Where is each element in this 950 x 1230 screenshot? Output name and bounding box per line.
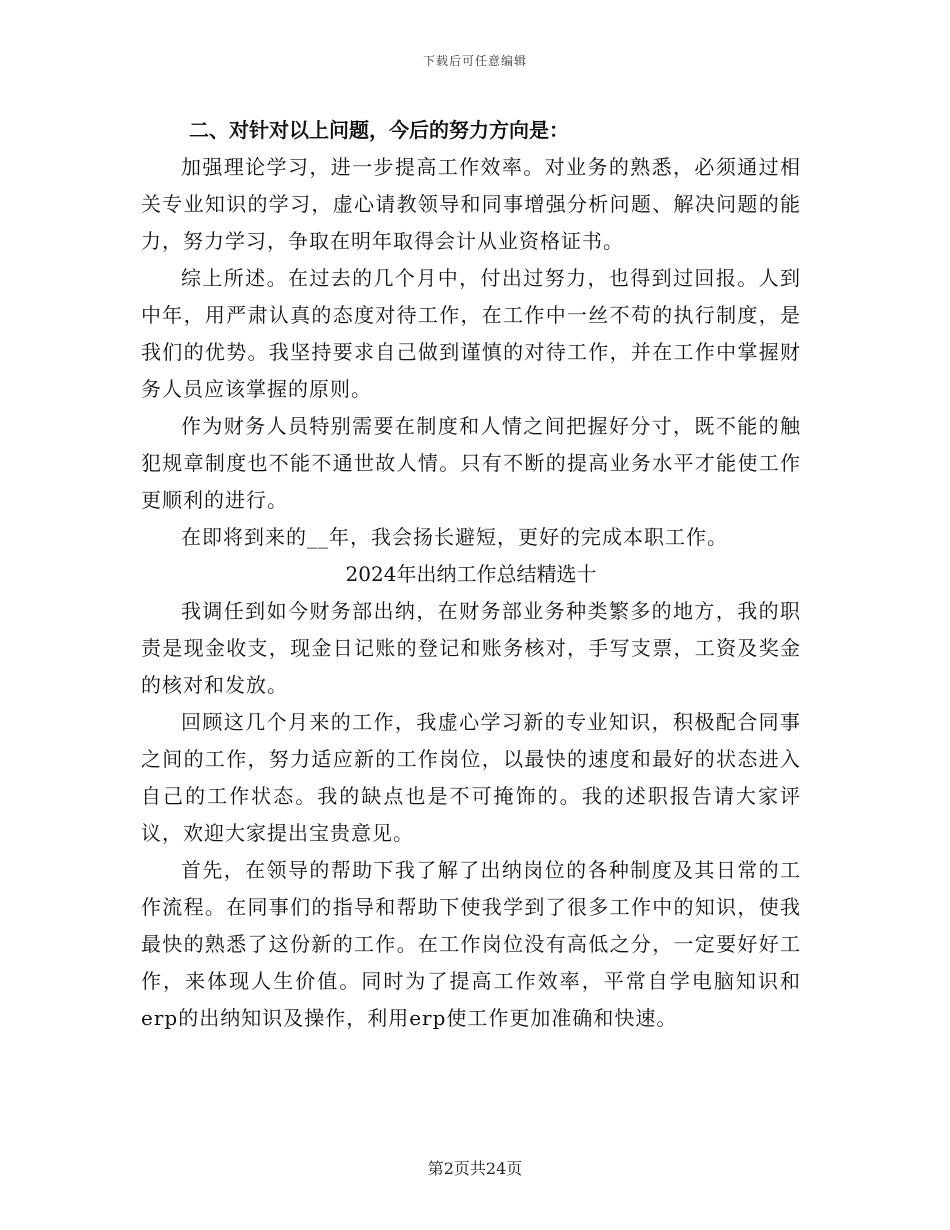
header-note: 下载后可任意编辑	[422, 54, 527, 68]
paragraph: 加强理论学习，进一步提高工作效率。对业务的熟悉，必须通过相关专业知识的学习，虚心请教领导和同事增强分析问题、解决问题的能力，努力学习，争取在明年取得会计从业资格证书。	[141, 155, 801, 253]
section-heading: 二、对针对以上问题，今后的努力方向是：	[189, 118, 569, 142]
paragraph: 回顾这几个月来的工作，我虚心学习新的专业知识，积极配合同事之间的工作，努力适应新的工作岗位，以最快的速度和最好的状态进入自己的工作状态。我的缺点也是不可掩饰的。我的述职报告请大家评议，欢迎大家提出宝贵意见。	[141, 710, 801, 845]
document-body	[141, 112, 801, 1037]
paragraph: 综上所述。在过去的几个月中，付出过努力，也得到过回报。人到中年，用严肃认真的态度对待工作，在工作中一丝不苟的执行制度，是我们的优势。我坚持要求自己做到谨慎的对待工作，并在工作中掌握财务人员应该掌握的原则。	[141, 266, 801, 401]
paragraph: 我调任到如今财务部出纳，在财务部业务种类繁多的地方，我的职责是现金收支，现金日记账的登记和账务核对，手写支票，工资及奖金的核对和发放。	[141, 599, 801, 697]
paragraph: 作为财务人员特别需要在制度和人情之间把握好分寸，既不能的触犯规章制度也不能不通世故人情。只有不断的提高业务水平才能使工作更顺利的进行。	[141, 414, 801, 512]
paragraph: 首先，在领导的帮助下我了解了出纳岗位的各种制度及其日常的工作流程。在同事们的指导和帮助下使我学到了很多工作中的知识，使我最快的熟悉了这份新的工作。在工作岗位没有高低之分，一定要好好工作，来体现人生价值。同时为了提高工作效率，平常自学电脑知识和erp的出纳知识及操作，利用erp使工作更加准确和快速。	[141, 858, 801, 1030]
page-number: 第2页共24页	[427, 1159, 523, 1178]
paragraph: 在即将到来的__年，我会扬长避短，更好的完成本职工作。	[181, 525, 728, 549]
article-title: 2024年出纳工作总结精选十	[345, 562, 597, 586]
